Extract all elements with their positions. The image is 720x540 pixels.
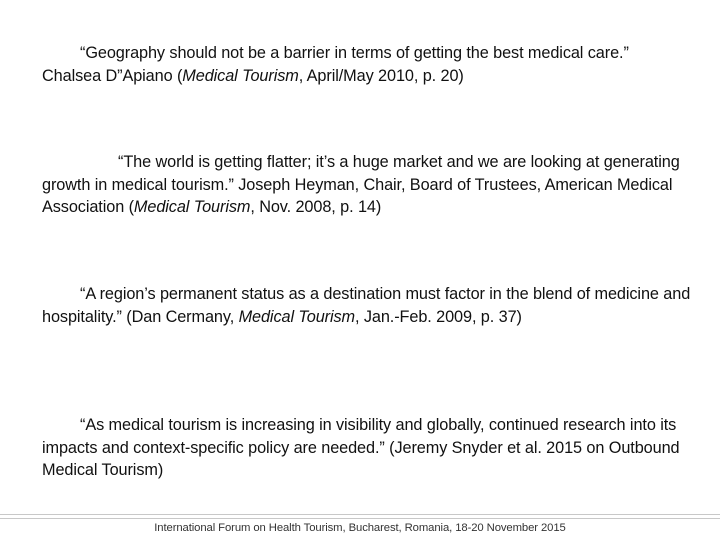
footer-divider-top bbox=[0, 514, 720, 515]
quote-3-citation: , Jan.-Feb. 2009, p. 37) bbox=[355, 307, 522, 326]
footer-divider-bottom bbox=[0, 518, 720, 519]
quote-1-text: “Geography should not be a barrier in terms of getting the best medical care.” Chalsea D”Apiano ( bbox=[42, 44, 629, 85]
quote-4-text: “As medical tourism is increasing in visibility and globally, continued research into its impacts and context-specific policy are needed.” (Jeremy Snyder et al. 2015 on Outbound Medical Tourism) bbox=[42, 416, 680, 479]
quote-2-citation: , Nov. 2008, p. 14) bbox=[250, 198, 382, 216]
quote-1-citation: , April/May 2010, p. 20) bbox=[298, 66, 464, 85]
quote-1-source-title: Medical Tourism bbox=[182, 66, 299, 85]
quote-4 bbox=[42, 414, 692, 482]
quote-3 bbox=[42, 283, 692, 328]
quote-2-text: “The world is getting flatter; it’s a huge market and we are looking at generating growth in medical tourism.” Joseph Heyman, Chair, Board of Trustees, American Medical Association ( bbox=[42, 153, 680, 216]
quote-3-text: “A region’s permanent status as a destination must factor in the blend of medicine and hospitality.” (Dan Cermany, bbox=[42, 285, 691, 326]
slide-footer: International Forum on Health Tourism, Bucharest, Romania, 18-20 November 2015 bbox=[154, 522, 566, 534]
quote-2 bbox=[42, 151, 692, 219]
quote-3-source-title: Medical Tourism bbox=[238, 307, 355, 326]
quote-1 bbox=[42, 42, 692, 87]
quote-2-source-title: Medical Tourism bbox=[133, 198, 251, 216]
